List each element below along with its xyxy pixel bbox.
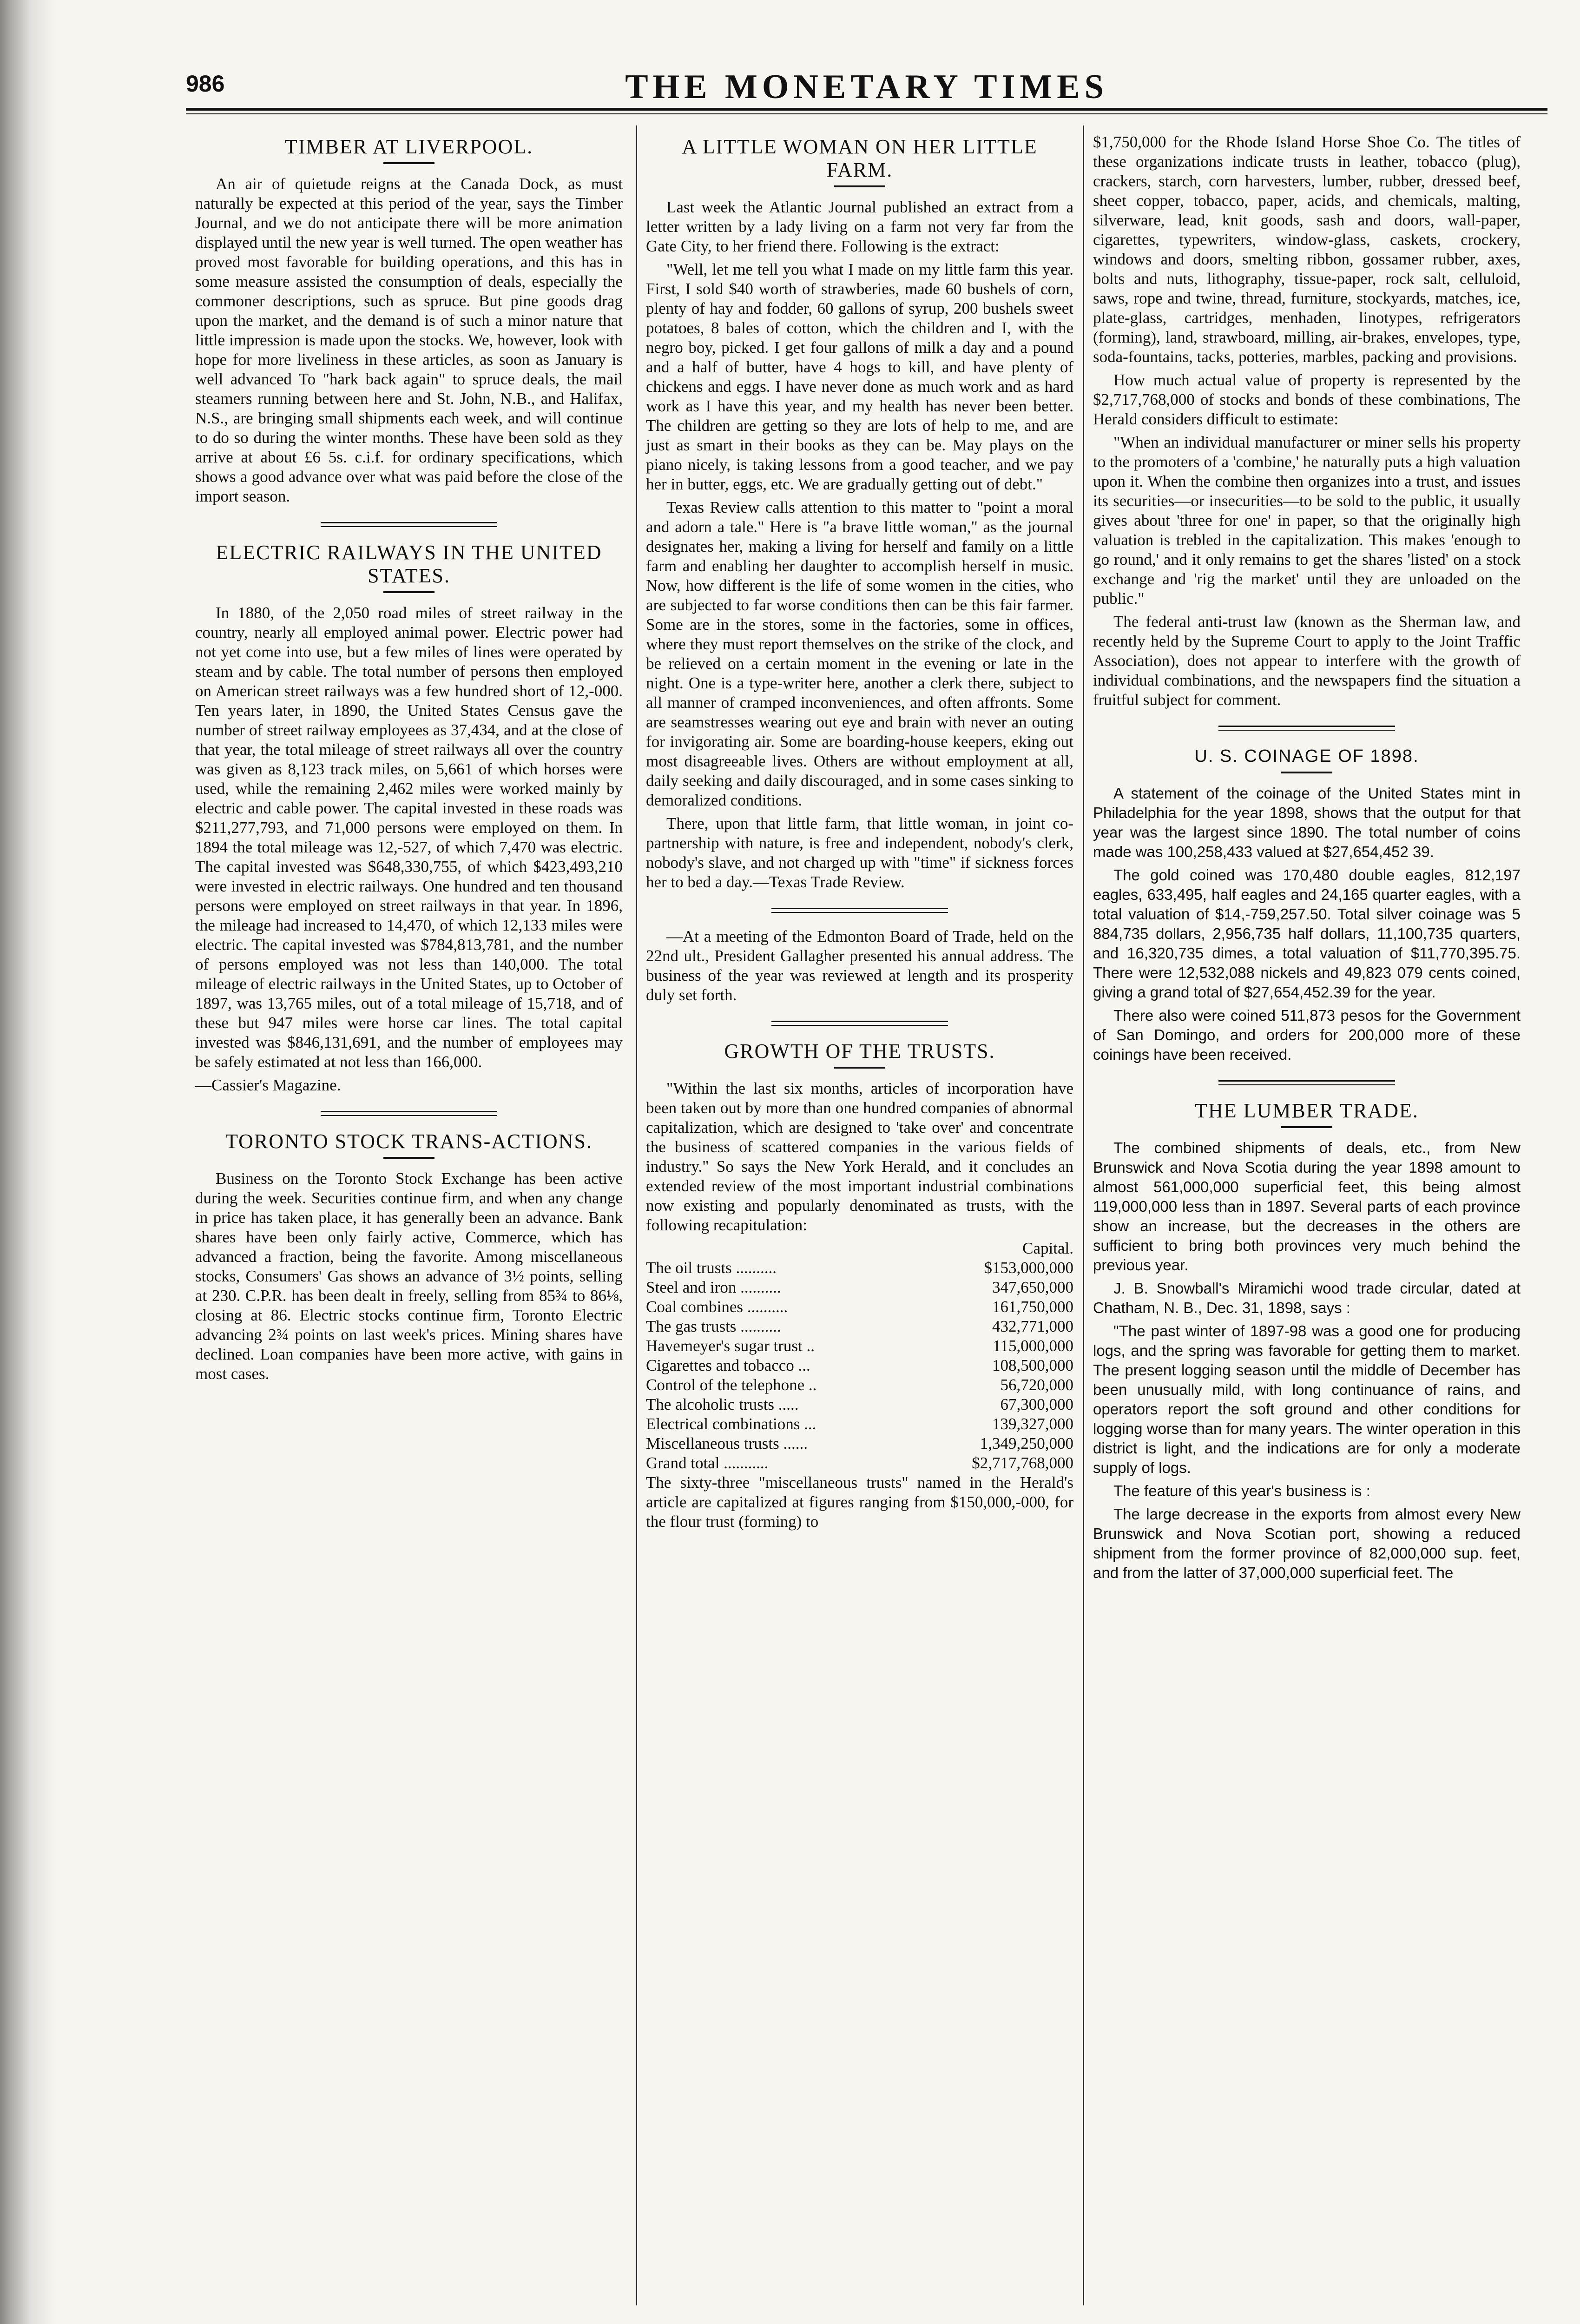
trust-capital: $153,000,000 [984, 1259, 1073, 1277]
heading-rule [383, 591, 434, 593]
scan-edge-shadow [0, 0, 56, 2324]
heading-rule [1281, 1126, 1332, 1128]
trust-name: The oil trusts .......... [646, 1259, 777, 1277]
table-row [646, 1414, 1073, 1434]
total-label: Grand total ........... [646, 1454, 769, 1472]
article-paragraph: The federal anti-trust law (known as the Sherman law, and recently held by the Supreme Court to apply to the Joint Traffic Association), does not appear to interfere with the growth of individual combinations, and the newspapers find the situation a fruitful subject for comment. [1093, 613, 1521, 709]
column-rule-1 [636, 125, 637, 2305]
trust-name: Miscellaneous trusts ...... [646, 1434, 808, 1452]
table-row [646, 1434, 1073, 1453]
trust-name: Electrical combinations ... [646, 1415, 816, 1433]
column-1 [195, 132, 623, 1387]
table-row [646, 1395, 1073, 1414]
article-paragraph: J. B. Snowball's Miramichi wood trade circular, dated at Chatham, N. B., Dec. 31, 1898, says : [1093, 1280, 1521, 1316]
article-paragraph: "When an individual manufacturer or miner sells his property to the promoters of a 'combine,' he naturally puts a high valuation upon it. When the combine then organizes into a trust, and issues its securities—or insecurities—to be sold to the public, it usually gives about 'three for one' in paper, so that the originally high valuation is trebled in the capitalization. This makes 'enough to go round,' and it only remains to get the shares 'listed' on a stock exchange and 'rig the market' until they are unloaded on the public." [1093, 433, 1521, 607]
article-paragraph: Last week the Atlantic Journal published an extract from a letter written by a lady living on a farm not very far from the Gate City, to her friend there. Following is the extract: [646, 198, 1073, 255]
heading-rule [383, 162, 434, 164]
page-number: 986 [186, 71, 225, 97]
article-paragraph: A statement of the coinage of the United States mint in Philadelphia for the year 1898, shows that the output for that year was the largest since 1890. The total number of coins made was 100,258,433 valued at $27,654,452 39. [1093, 785, 1521, 860]
table-header-row [646, 1239, 1073, 1258]
trust-name: Control of the telephone .. [646, 1376, 817, 1394]
trust-capital: 115,000,000 [993, 1337, 1073, 1355]
section-divider [771, 908, 948, 913]
article-paragraph: The combined shipments of deals, etc., from New Brunswick and Nova Scotia during the year 1898 amount to almost 561,000,000 superficial feet, this being almost 119,000,000 less than in 1897. Several parts of each province show an increase, but the decreases in the others are sufficient to bring both provinces very much behind the previous year. [1093, 1139, 1521, 1274]
article-heading: A LITTLE WOMAN ON HER LITTLE FARM. [682, 135, 1038, 181]
article-paragraph: The large decrease in the exports from almost every New Brunswick and Nova Scotian port, showing a reduced shipment from the former province of 82,000,000 sup. feet, and from the latter of 37,000,000 superficial feet. The [1093, 1505, 1521, 1581]
article-paragraph: Texas Review calls attention to this matter to "point a moral and adorn a tale." Here is "a brave little woman," as the journal designates her, making a living for herself and family on a little farm and enabling her daughter to accomplish herself in music. Now, how different is the life of some women in the cities, who are subjected to far worse conditions then can be this fair farmer. Some are in the stores, some in the factories, some in offices, where they must report themselves on the strike of the clock, and be relieved on a certain moment in the evening or late in the night. One is a type-writer here, another a clerk there, subject to all manner of cramped inconveniences, and often affronts. Some are seamstresses wearing out eye and brain with never an outing for invigorating air. Some are boarding-house keepers, eking out most disagreeable lives. Others are without employment at all, daily seeking and daily discouraged, and in some cases sinking to demoralized conditions. [646, 498, 1073, 809]
article-heading: ELECTRIC RAILWAYS IN THE UNITED STATES. [216, 541, 602, 587]
column-rule-2 [1083, 125, 1084, 2305]
trust-name: Steel and iron .......... [646, 1278, 781, 1296]
table-row [646, 1356, 1073, 1375]
column-2 [646, 132, 1073, 1535]
article-paragraph: "Well, let me tell you what I made on my little farm this year. First, I sold $40 worth of strawberies, made 60 bushels of corn, plenty of hay and fodder, 60 gallons of syrup, 200 bushels sweet potatoes, 8 bales of cotton, which the children and I, with the negro boy, picked. I get four gallons of milk a day and a pound and a half of butter, have 4 hogs to kill, and have plenty of chickens and eggs. I have never done as much work and as hard work as I have this year, and my health has never been better. The children are getting so they are lots of help to me, and are just as smart in their books as they can be. May plays on the piano nicely, is taking lessons from a good teacher, and we pay her in butter, eggs, etc. We are gradually getting out of debt." [646, 260, 1073, 493]
section-divider [1218, 1080, 1395, 1085]
section-divider [321, 1111, 497, 1116]
section-divider [1218, 726, 1395, 731]
capital-column-header: Capital. [1022, 1239, 1073, 1257]
header-rule-thick [186, 108, 1547, 111]
heading-rule [834, 185, 885, 187]
news-item: —At a meeting of the Edmonton Board of Trade, held on the 22nd ult., President Gallagher presented his annual address. The business of the year was reviewed at length and its prosperity duly set forth. [646, 927, 1073, 1004]
trust-capital: 139,327,000 [992, 1415, 1073, 1433]
table-row [646, 1336, 1073, 1356]
trust-name: The alcoholic trusts ..... [646, 1395, 799, 1413]
article-paragraph: $1,750,000 for the Rhode Island Horse Shoe Co. The titles of these organizations indicate trusts in leather, tobacco (plug), crackers, starch, corn harvesters, lumber, rubber, dressed beef, sheet copper, tobacco, paper, acids, and chemicals, malting, silverware, lead, knit goods, sash and doors, wall-paper, cigarettes, typewriters, window-glass, caskets, crockery, windows and doors, smelting ribbon, gossamer rubber, axes, bolts and nuts, lithography, tissue-paper, rock salt, celluloid, saws, rope and twine, thread, furniture, stockyards, matches, ice, plate-glass, cartridges, menhaden, linotypes, refrigerators (forming), land, strawboard, milling, air-brakes, envelopes, type, soda-fountains, tacks, potteries, marbles, packing and provisions. [1093, 133, 1521, 366]
article-heading: GROWTH OF THE TRUSTS. [724, 1040, 995, 1063]
table-total-row [646, 1453, 1073, 1473]
trust-name: Coal combines .......... [646, 1298, 788, 1316]
article-paragraph: In 1880, of the 2,050 road miles of street railway in the country, nearly all employed animal power. Electric power had not yet come into use, but a few miles of lines were operated by steam and by cable. The total number of persons then employed on American street railways was a few hundred short of 12,-000. Ten years later, in 1890, the United States Census gave the number of street railway employees as 37,434, and at the close of that year, the total mileage of street railways all over the country was given as 8,123 track miles, on 5,661 of which horses were used, while the remaining 2,462 miles were worked mainly by electric and cable power. The capital invested in these roads was $211,277,793, and 71,000 persons were employed on them. In 1894 the total mileage was 12,-527, of which 7,470 was electric. The capital invested was $648,330,755, of which $423,493,210 were invested in electric railways. One hundred and ten thousand persons were employed on street railways in that year. In 1896, the mileage had increased to 14,470, of which 12,133 miles were electric. The capital invested was $784,813,781, and the number of persons employed was not less than 140,000. The total mileage of electric railways in the United States, up to October of 1897, was 13,765 miles, out of a total mileage of 15,718, and of these but 947 miles were horse car lines. The total capital invested was $846,131,691, and the number of employees may be safely estimated at not less than 166,000. [195, 604, 623, 1071]
masthead-title: THE MONETARY TIMES [625, 68, 1108, 106]
heading-rule [834, 1067, 885, 1069]
trusts-capital-table [646, 1239, 1073, 1473]
trust-capital: 432,771,000 [992, 1317, 1073, 1335]
article-heading: TIMBER AT LIVERPOOL. [284, 135, 533, 158]
trust-capital: 1,349,250,000 [980, 1434, 1073, 1452]
section-divider [771, 1021, 948, 1026]
article-source: —Cassier's Magazine. [195, 1076, 341, 1094]
article-paragraph: Business on the Toronto Stock Exchange has been active during the week. Securities continue firm, and when any change in price has taken place, it has generally been an advance. Bank shares have been only fairly active, Commerce, which has advanced a fraction, being the favorite. Among miscellaneous stocks, Consumers' Gas shows an advance of 3½ points, selling at 230. C.P.R. has been dealt in freely, selling from 85¾ to 86⅛, closing at 86. Electric stocks continue firm, Toronto Electric advancing 2¾ points on last week's prices. Mining shares have declined. Loan companies have been more active, with gains in most cases. [195, 1169, 623, 1383]
page-header [186, 67, 1547, 128]
article-paragraph: An air of quietude reigns at the Canada Dock, as must naturally be expected at this period of the year, says the Timber Journal, and we do not anticipate there will be more animation displayed until the new year is well turned. The open weather has proved most favorable for building operations, and this has in some measure assisted the consumption of deals, especially the commoner descriptions, such as spruce. But pine goods drag upon the market, and the demand is of such a minor nature that little impression is made upon the stocks. We, however, look with hope for more liveliness in these articles, as soon as January is well advanced To "hark back again" to spruce deals, the mail steamers running between here and St. John, N.B., and Halifax, N.S., are bringing small shipments each week, and will continue to do so during the winter months. These have been sold as they arrive at about £6 5s. c.i.f. for ordinary specifications, which shows a good advance over what was paid before the close of the import season. [195, 175, 623, 505]
table-row [646, 1297, 1073, 1317]
article-paragraph: There, upon that little farm, that little woman, in joint co-partnership with nature, is free and independent, nobody's clerk, nobody's slave, and not charged up with "time" if sickness forces her to bed a day.—Texas Trade Review. [646, 814, 1073, 891]
article-paragraph: The sixty-three "miscellaneous trusts" named in the Herald's article are capitalized at figures ranging from $150,000,-000, for the flour trust (forming) to [646, 1473, 1073, 1531]
trust-capital: 108,500,000 [992, 1356, 1073, 1374]
article-paragraph: There also were coined 511,873 pesos for the Government of San Domingo, and orders for 200,000 more of these coinings have been received. [1093, 1007, 1521, 1063]
article-heading: THE LUMBER TRADE. [1195, 1099, 1419, 1122]
heading-rule [383, 1157, 434, 1159]
trust-capital: 161,750,000 [992, 1298, 1073, 1316]
total-amount: $2,717,768,000 [972, 1454, 1073, 1472]
article-paragraph: "Within the last six months, articles of incorporation have been taken out by more than one hundred companies of abnormal capitalization, which are designed to 'take over' and concentrate the business of scattered companies in the various fields of industry." So says the New York Herald, and it concludes an extended review of the most important industrial combinations now existing and popularly denominated as trusts, with the following recapitulation: [646, 1079, 1073, 1234]
heading-rule [1281, 772, 1332, 773]
table-row [646, 1278, 1073, 1297]
trust-name: The gas trusts .......... [646, 1317, 781, 1335]
header-rule-thin [186, 113, 1547, 114]
trust-name: Cigarettes and tobacco ... [646, 1356, 810, 1374]
trust-capital: 56,720,000 [1000, 1376, 1073, 1394]
article-paragraph: The gold coined was 170,480 double eagles, 812,197 eagles, 633,495, half eagles and 24,165 quarter eagles, with a total valuation of $14,-759,257.50. Total silver coinage was 5 884,735 dollars, 2,956,735 half dollars, 11,100,735 quarters, and 16,320,735 dimes, a total valuation of $11,770,395.75. There were 12,532,088 nickels and 49,823 079 cents coined, giving a grand total of $27,654,452.39 for the year. [1093, 866, 1521, 1001]
trust-capital: 347,650,000 [992, 1278, 1073, 1296]
table-row [646, 1375, 1073, 1395]
article-heading: TORONTO STOCK TRANS-ACTIONS. [225, 1130, 592, 1153]
article-heading: U. S. COINAGE OF 1898. [1194, 746, 1419, 766]
article-paragraph: How much actual value of property is represented by the $2,717,768,000 of stocks and bonds of these combinations, The Herald considers difficult to estimate: [1093, 371, 1521, 428]
article-paragraph: The feature of this year's business is : [1113, 1482, 1370, 1499]
trust-capital: 67,300,000 [1000, 1395, 1073, 1413]
article-paragraph: "The past winter of 1897-98 was a good one for producing logs, and the spring was favorable for getting them to market. The present logging season until the middle of December has been unusually mild, with long continuance of rains, and operators report the soft ground and other conditions for logging worse than for many years. The winter operation in this district is light, and the indications are for only a moderate supply of logs. [1093, 1322, 1521, 1476]
table-row [646, 1317, 1073, 1336]
trust-name: Havemeyer's sugar trust .. [646, 1337, 815, 1355]
table-row [646, 1258, 1073, 1278]
section-divider [321, 522, 497, 527]
column-3 [1093, 132, 1521, 1586]
